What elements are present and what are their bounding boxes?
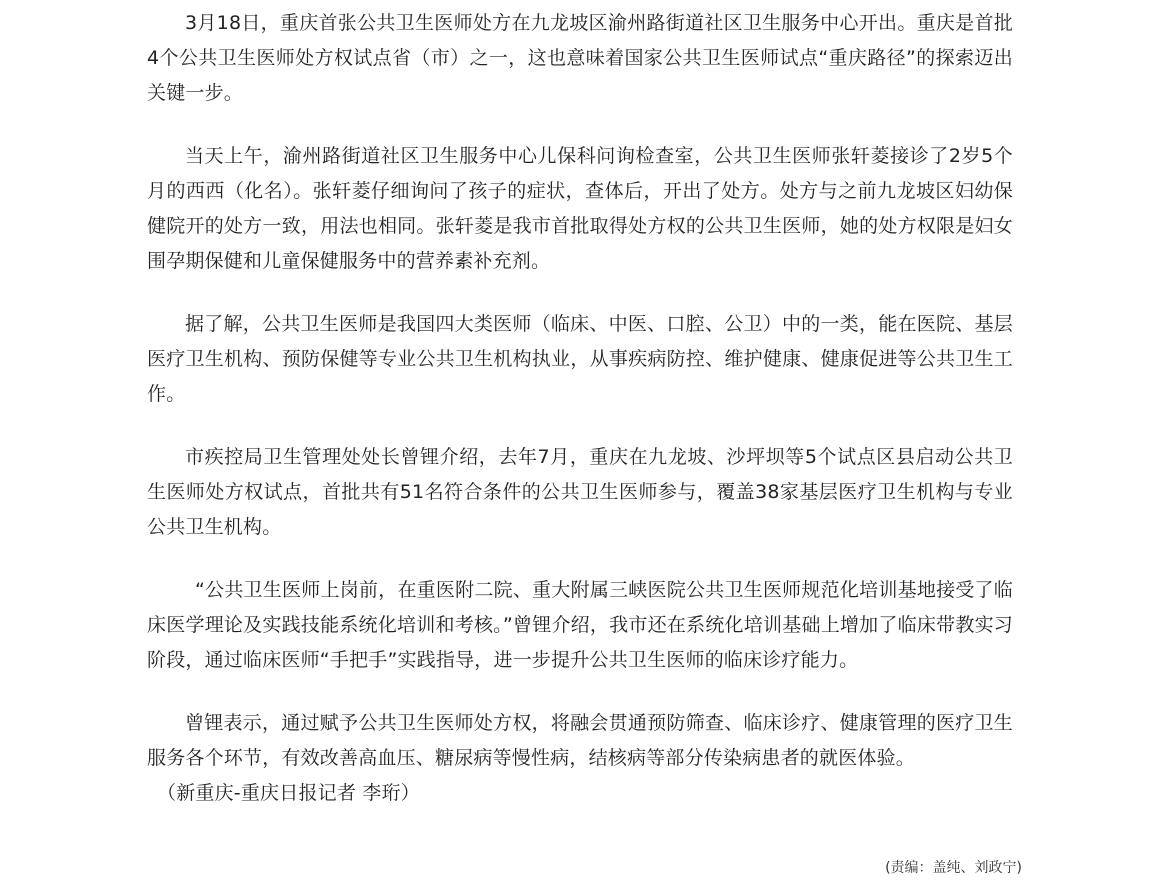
article-byline: （新重庆-重庆日报记者 李珩）	[157, 782, 420, 804]
editor-credit: (责编：盖纯、刘政宁)	[885, 860, 1022, 876]
article-paragraph-2: 当天上午，渝州路街道社区卫生服务中心儿保科问询检查室，公共卫生医师张轩菱接诊了2岁5个月的西西（化名）。张轩菱仔细询问了孩子的症状，查体后，开出了处方。处方与之前九龙坡区妇幼保健院开的处方一致，用法也相同。张轩菱是我市首批取得处方权的公共卫生医师，她的处方权限是妇女围孕期保健和儿童保健服务中的营养素补充剂。	[147, 145, 1013, 272]
article-paragraph-6: 曾锂表示，通过赋予公共卫生医师处方权，将融会贯通预防筛查、临床诊疗、健康管理的医疗卫生服务各个环节，有效改善高血压、糖尿病等慢性病，结核病等部分传染病患者的就医体验。	[147, 712, 1013, 769]
article-paragraph-6-block	[147, 706, 1013, 811]
article-paragraph-1: 3月18日，重庆首张公共卫生医师处方在九龙坡区渝州路街道社区卫生服务中心开出。重庆是首批4个公共卫生医师处方权试点省（市）之一，这也意味着国家公共卫生医师试点“重庆路径”的探索迈出关键一步。	[147, 12, 1013, 104]
article-body	[147, 6, 1013, 811]
article-paragraph-4: 市疾控局卫生管理处处长曾锂介绍，去年7月，重庆在九龙坡、沙坪坝等5个试点区县启动公共卫生医师处方权试点，首批共有51名符合条件的公共卫生医师参与，覆盖38家基层医疗卫生机构与专业公共卫生机构。	[147, 446, 1013, 538]
article-paragraph-5: “公共卫生医师上岗前，在重医附二院、重大附属三峡医院公共卫生医师规范化培训基地接受了临床医学理论及实践技能系统化培训和考核。”曾锂介绍，我市还在系统化培训基础上增加了临床带教实习阶段，通过临床医师“手把手”实践指导，进一步提升公共卫生医师的临床诊疗能力。	[147, 579, 1013, 671]
article-paragraph-3: 据了解，公共卫生医师是我国四大类医师（临床、中医、口腔、公卫）中的一类，能在医院、基层医疗卫生机构、预防保健等专业公共卫生机构执业，从事疾病防控、维护健康、健康促进等公共卫生工作。	[147, 313, 1013, 405]
